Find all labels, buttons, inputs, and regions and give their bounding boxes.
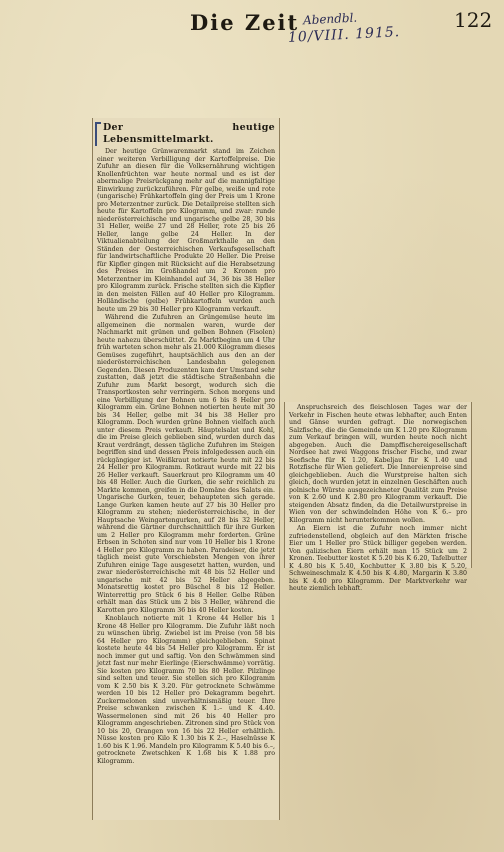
article-paragraph: Anspruchsreich des fleischlosen Tages war der Verkehr in Fischen heute etwas lebhafter, auch Enten und Gänse wurden gefragt. Die norwegischen Salzfische, die die Gemeinde um K 1.20 pro Kilogramm zum Verkauf bringen will, wurden heute noch nicht abgegeben. Auch die Dampffischereigesellschaft Nordsee hat zwei Waggons frischer Fische, und zwar Seefische für K 1.20, Kabeljau für K 1.40 und Rotzfische für Wien geliefert. Die Innereienpreise sind gleichgeblieben. Auch die Wurstpreise halten sich gleich, doch wurden jetzt in einzelnen Geschäften auch polnische Würste ausgezeichneter Qualität zum Preise von K 2.60 und K 2.80 pro Kilogramm verkauft. Die steigenden Absatz finden, da die Detailwurstpreise in Wien von der schwindelnden Höhe von K 6.– pro Kilogramm nicht herunterkommen wollen. [289,404,467,524]
page-number: 122 [454,8,493,32]
page-header [190,6,500,46]
article-paragraph: Knoblauch notierte mit 1 Krone 44 Heller bis 1 Krone 48 Heller pro Kilogramm. Die Zufuhr läßt noch zu wünschen übrig. Zwiebel ist im Preise (von 58 bis 64 Heller pro Kilogramm) gleichgeblieben. Spinat kostete heute 44 bis 54 Heller pro Kilogramm. Er ist noch immer gut und saftig. Von den Schwämmen sind jetzt fast nur mehr Eierlinge (Eierschwämme) vorrätig. Sie kosten pro Kilogramm 70 bis 80 Heller. Pilzlinge sind selten und teuer. Sie stellen sich pro Kilogramm vom K 2.50 bis K 3.20. Für getrocknete Schwämme werden 10 bis 12 Heller pro Dekagramm begehrt. Zuckermelonen sind unverhältnismäßig teuer. Ihre Preise schwanken zwischen K 1.– und K 4.40. Wassermelonen sind mit 26 bis 40 Heller pro Kilogramm angeschrieben. Zitronen sind pro Stück von 10 bis 20, Orangen von 16 bis 22 Heller erhältlich. Nüsse kosten pro Kilo K 1.30 bis K 2.–, Haselnüsse K 1.60 bis K 1.96. Mandeln pro Kilogramm K 5.40 bis 6.–, getrocknete Zwetschken K 1.68 bis K 1.88 pro Kilogramm. [97,615,275,765]
blue-pencil-mark [95,122,101,146]
article-title: Der heutige Lebensmittelmarkt. [103,122,275,145]
handwritten-date: 10/VIII. 1915. [287,24,401,46]
article-paragraph: Der heutige Grünwarenmarkt stand im Zeichen einer weiteren Verbilligung der Kartoffelpreise. Die Zufuhr an diesen für die Volksernährung wichtigen Knollenfrüchten war heute normal und es ist der abermalige Preisrückgang mehr auf die mannigfaltige Einwirkung zurückzuführen. Für gelbe, weiße und rote (ungarische) Frühkartoffeln ging der Preis um 1 Krone pro Meterzentner zurück. Die Detailpreise stellten sich heute für Kartoffeln pro Kilogramm, und zwar: runde niederösterreichische und ungarische gelbe 28, 30 bis 31 Heller, weiße 27 und 28 Heller, rote 25 bis 26 Heller, lange gelbe 24 Heller. In der Viktualienabteilung der Großmarkthalle an den Ständen der Oesterreichischen Verkaufsgesellschaft für landwirtschaftliche Produkte 20 Heller. Die Preise für Kipfler gingen mit Rücksicht auf die Herabsetzung des Preises im Großhandel um 2 Kronen pro Meterzentner im Kleinhandel auf 34, 36 bis 38 Heller pro Kilogramm zurück. Frische stellten sich die Kipfler in den meisten Fällen auf 40 Heller pro Kilogramm. Holländische (gelbe) Frühkartoffeln wurden auch heute um 29 bis 30 Heller pro Kilogramm verkauft. [97,148,275,313]
newspaper-name: Die Zeit [190,10,300,35]
handwritten-edition: Abendbl. [302,10,358,28]
article-clipping-continuation [284,402,472,592]
article-paragraph: Während die Zufuhren an Grüngemüse heute im allgemeinen die normalen waren, wurde der Nachmarkt mit grünen und gelben Bohnen (Fisolen) heute nahezu überschüttet. Zu Marktbeginn um 4 Uhr früh warteten schon mehr als 21.000 Kilogramm dieses Gemüses zugeführt, hauptsächlich aus den an der niederösterreichischen Landesbahn gelegenen Gegenden. Diesen Produzenten kam der Umstand sehr zustatten, daß jetzt die städtische Straßenbahn die Zufuhr zum Markt besorgt, wodurch sich die Transportkosten sehr verringern. Schon morgens und eine Verbilligung der Bohnen um 6 bis 8 Heller pro Kilogramm ein. Grüne Bohnen notierten heute mit 30 bis 34 Heller, gelbe mit 34 bis 38 Heller pro Kilogramm. Doch wurden grüne Bohnen vielfach auch unter diesem Preis verkauft. Häuptelsalat und Kohl, die im Preise gleich geblieben sind, wurden durch das Kraut verdrängt, dessen tägliche Zufuhren im Steigen begriffen sind und dessen Preis infolgedessen auch ein rückgängiger ist. Weißkraut notierte heute mit 22 bis 24 Heller pro Kilogramm. Rotkraut wurde mit 22 bis 26 Heller verkauft. Sauerkraut pro Kilogramm um 40 bis 48 Heller. Auch die Gurken, die sehr reichlich zu Markte kommen, greifen in die Domäne des Salats ein. Ungarische Gurken, teuer, behaupteten sich gerade. Lange Gurken kamen heute auf 27 bis 30 Heller pro Kilogramm zu stehen; niederösterreichische, in der Hauptsache Weingartengurken, auf 28 bis 32 Heller, während die Gärtner durchschnittlich für ihre Gurken um 2 Heller pro Kilogramm mehr forderten. Grüne Erbsen in Schoten sind nur vom 10 Heller bis 1 Krone 4 Heller pro Kilogramm zu haben. Paradeiser, die jetzt täglich meist gute Vorschiebsten Mengen von ihrer Zufuhren einige Tage ausgesetzt hatten, wurden, und zwar niederösterreichische mit 48 bis 52 Heller und ungarische mit 42 bis 52 Heller abgegeben. Monatsrettig kostet pro Büschel 8 bis 12 Heller. Winterrettig pro Stück 6 bis 8 Heller. Gelbe Rüben erhält man das Stück um 2 bis 3 Heller, während die Karotten pro Kilogramm 36 bis 40 Heller kosten. [97,314,275,614]
article-clipping-main [92,118,280,820]
article-paragraph: An Eiern ist die Zufuhr noch immer nicht zufriedenstellend, obgleich auf den Märkten frische Eier um 1 Heller pro Stück billiger gegeben werden. Von galizischen Eiern erhält man 15 Stück um 2 Kronen. Teebutter kostet K 5.20 bis K 6.20, Tafelbutter K 4.80 bis K 5.40, Kochbutter K 3.80 bis K 5.20, Schweineschmalz K 4.50 bis K 4.80, Margarin K 3.80 bis K 4.40 pro Kilogramm. Der Marktverkehr war heute ziemlich lebhaft. [289,525,467,592]
